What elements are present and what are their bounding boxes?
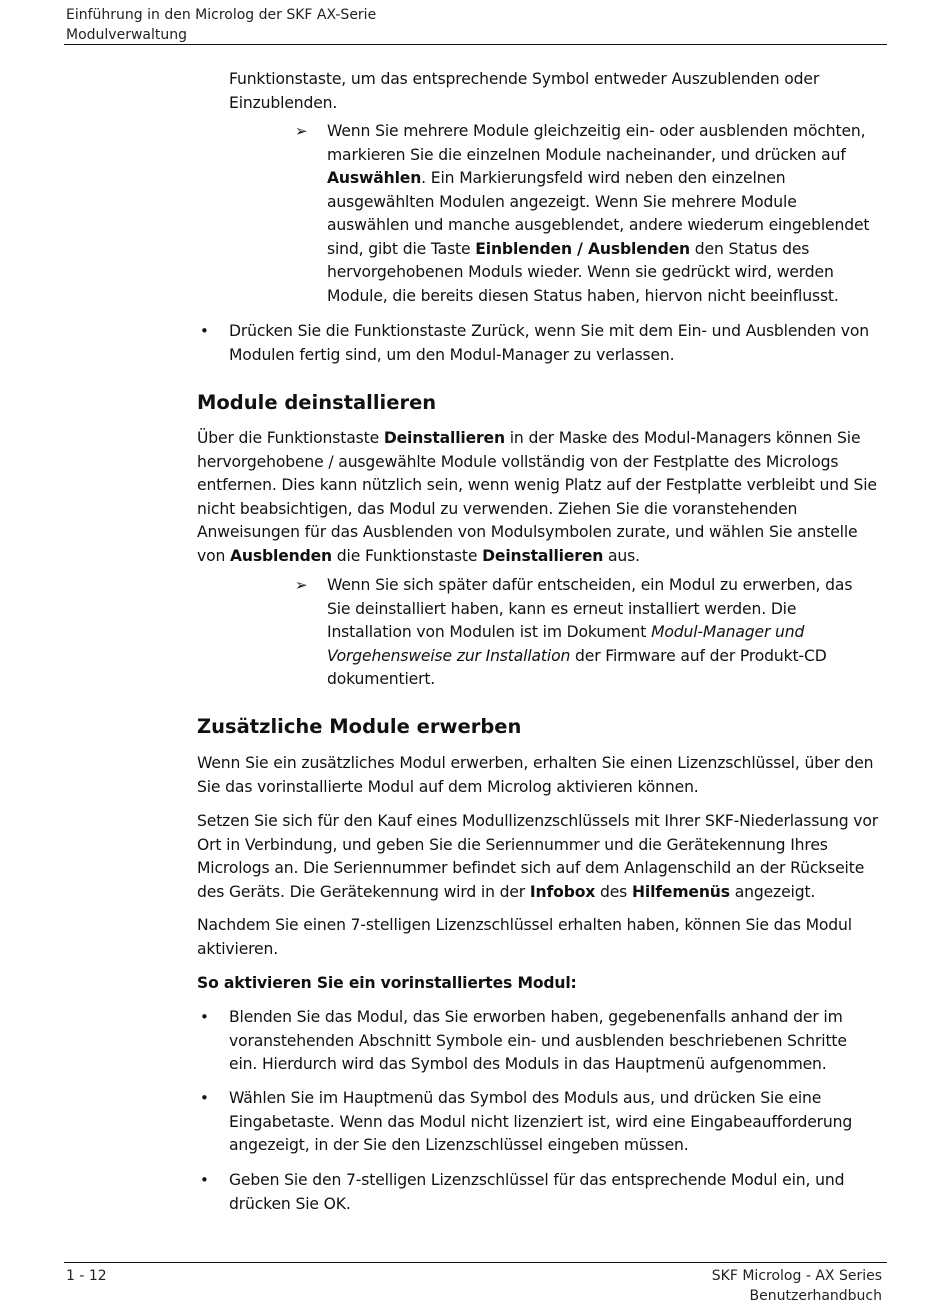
paragraph-contact-skf: Setzen Sie sich für den Kauf eines Modullizenzschlüssels mit Ihrer SKF-Niederlassung vor Ort in Verbindung, und geben Sie die Seriennummer und die Gerätekennung Ihres Micrologs an. Die Seriennummer befindet sich auf dem Anlagenschild an der Rückseite des Geräts. Die Gerätekennung wird in der Infobox des Hilfemenüs angezeigt. <box>197 812 879 901</box>
step-item: Blenden Sie das Modul, das Sie erworben haben, gegebenenfalls anhand der im voranstehenden Abschnitt Symbole ein- und ausblenden beschriebenen Schritte ein. Hierdurch wird das Symbol des Moduls in das Hauptmenü aufgenommen. <box>229 1008 847 1073</box>
bullet-icon: • <box>200 1008 209 1026</box>
footer-product-name: SKF Microlog - AX Series <box>711 1268 882 1284</box>
procedure-title: So aktivieren Sie ein vorinstalliertes Modul: <box>197 974 577 992</box>
header-document-title: Einführung in den Microlog der SKF AX-Serie <box>66 7 377 23</box>
footer-divider <box>64 1262 887 1263</box>
bullet-icon: • <box>200 1171 209 1189</box>
header-section-title: Modulverwaltung <box>66 27 187 43</box>
bullet-icon: • <box>200 322 209 340</box>
header-divider <box>64 44 887 45</box>
heading-uninstall-modules: Module deinstallieren <box>197 391 437 414</box>
running-header <box>66 5 376 45</box>
paragraph-activate: Nachdem Sie einen 7-stelligen Lizenzschlüssel erhalten haben, können Sie das Modul aktivieren. <box>197 916 852 958</box>
arrow-note-multi-select: Wenn Sie mehrere Module gleichzeitig ein- oder ausblenden möchten, markieren Sie die einzelnen Module nacheinander, und drücken auf Auswählen. Ein Markierungsfeld wird neben den einzelnen ausgewählten Modulen angezeigt. Wenn Sie mehrere Module auswählen und manche ausgeblendet, andere wiederum eingeblendet sind, gibt die Taste Einblenden / Ausblenden den Status des hervorgehobenen Moduls wieder. Wenn sie gedrückt wird, werden Module, die bereits diesen Status haben, hiervon nicht beeinflusst. <box>327 122 870 305</box>
step-item: Wählen Sie im Hauptmenü das Symbol des Moduls aus, und drücken Sie eine Eingabetaste. Wenn das Modul nicht lizenziert ist, wird eine Eingabeaufforderung angezeigt, in der Sie den Lizenzschlüssel eingeben müssen. <box>229 1089 853 1154</box>
arrow-note-reinstall: Wenn Sie sich später dafür entscheiden, ein Modul zu erwerben, das Sie deinstalliert haben, kann es erneut installiert werden. Die Installation von Modulen ist im Dokument Modul-Manager und Vorgehensweise zur Installation der Firmware auf der Produkt-CD dokumentiert. <box>327 576 853 688</box>
arrow-bullet-icon: ➢ <box>295 576 308 594</box>
bullet-back-to-manager: Drücken Sie die Funktionstaste Zurück, wenn Sie mit dem Ein- und Ausblenden von Modulen fertig sind, um den Modul-Manager zu verlassen. <box>229 322 869 364</box>
arrow-bullet-icon: ➢ <box>295 122 308 140</box>
step-item: Geben Sie den 7-stelligen Lizenzschlüssel für das entsprechende Modul ein, und drücken Sie OK. <box>229 1171 845 1213</box>
footer-manual-name: Benutzerhandbuch <box>749 1288 882 1304</box>
page-number: 1 - 12 <box>66 1268 107 1284</box>
bullet-icon: • <box>200 1089 209 1107</box>
paragraph-uninstall: Über die Funktionstaste Deinstallieren in der Maske des Modul-Managers können Sie hervorgehobene / ausgewählte Module vollständig von der Festplatte des Micrologs entfernen. Dies kann nützlich sein, wenn wenig Platz auf der Festplatte verbleibt und Sie nicht beabsichtigen, das Modul zu verwenden. Ziehen Sie die voranstehenden Anweisungen für das Ausblenden von Modulsymbolen zurate, und wählen Sie anstelle von Ausblenden die Funktionstaste Deinstallieren aus. <box>197 429 877 565</box>
paragraph-license-key: Wenn Sie ein zusätzliches Modul erwerben, erhalten Sie einen Lizenzschlüssel, über den Sie das vorinstallierte Modul auf dem Microlog aktivieren können. <box>197 754 874 796</box>
continuation-paragraph: Funktionstaste, um das entsprechende Symbol entweder Auszublenden oder Einzublenden. <box>229 70 820 112</box>
footer-document-title <box>712 1266 882 1306</box>
heading-purchase-modules: Zusätzliche Module erwerben <box>197 715 522 738</box>
